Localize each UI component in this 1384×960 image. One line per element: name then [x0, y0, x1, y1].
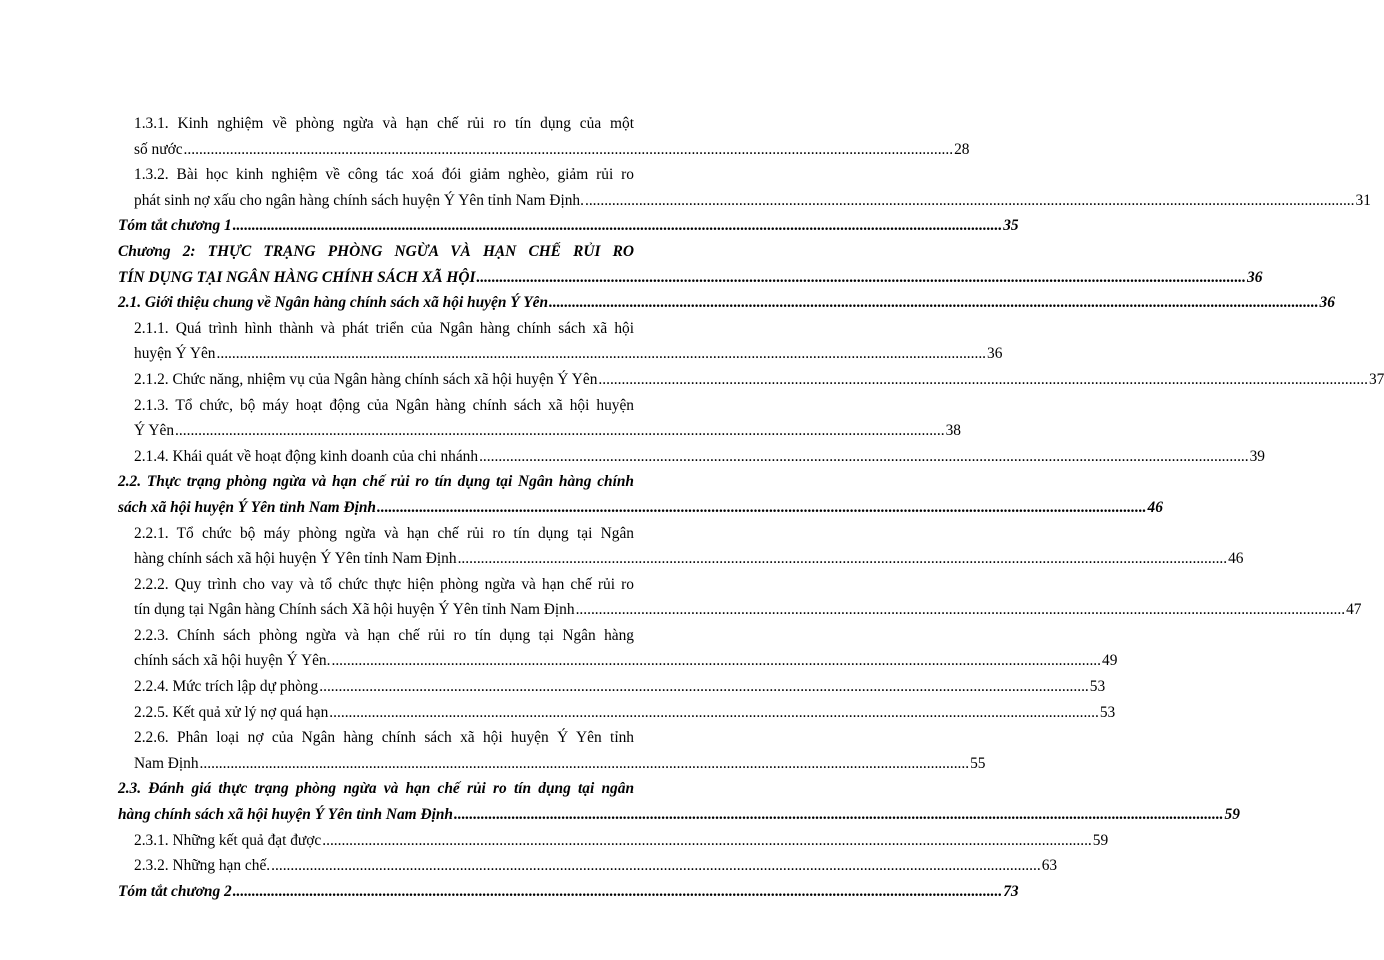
toc-entry-2-2 [118, 469, 1163, 520]
toc-line-last [118, 265, 1263, 291]
toc-line: 1.3.2. Bài học kinh nghiệm về công tác xoá đói giảm nghèo, giảm rủi ro [134, 166, 634, 184]
toc-text: Ý Yên [134, 422, 175, 440]
toc-line: 2.2. Thực trạng phòng ngừa và hạn chế rủi ro tín dụng tại Ngân hàng chính [118, 473, 634, 491]
dot-leader: ........................................................................................................................................................................................................ [271, 857, 1041, 875]
toc-page-number: 46 [1147, 498, 1163, 516]
toc-text: hàng chính sách xã hội huyện Ý Yên tỉnh Nam Định [118, 806, 453, 824]
toc-line-last [134, 828, 1109, 854]
toc-line-last [134, 341, 1003, 367]
toc-line: 2.2.3. Chính sách phòng ngừa và hạn chế rủi ro tín dụng tại Ngân hàng [134, 626, 634, 644]
toc-line-last [118, 802, 1240, 828]
toc-entry-2-1 [118, 290, 1335, 316]
dot-leader: ........................................................................................................................................................................................................ [454, 806, 1224, 824]
dot-leader: ........................................................................................................................................................................................................ [232, 217, 1003, 235]
toc-line-last [134, 418, 961, 444]
toc-entry-2-2-6 [118, 725, 986, 776]
dot-leader: ........................................................................................................................................................................................................ [216, 345, 987, 363]
toc-page-number: 36 [1247, 268, 1263, 286]
toc-page-number: 31 [1355, 191, 1371, 209]
toc-entry-2-2-2 [118, 572, 1362, 623]
toc-page-number: 46 [1228, 550, 1244, 568]
toc-line-last [134, 444, 1265, 470]
toc-page-number: 53 [1099, 703, 1116, 721]
toc-text: 2.2.4. Mức trích lập dự phòng [134, 678, 319, 696]
dot-leader: ........................................................................................................................................................................................................ [377, 498, 1147, 516]
toc-line-last [134, 853, 1058, 879]
toc-page-number: 36 [987, 345, 1003, 363]
dot-leader: ........................................................................................................................................................................................................ [175, 422, 945, 440]
toc-text: TÍN DỤNG TẠI NGÂN HÀNG CHÍNH SÁCH XÃ HỘI [118, 268, 476, 286]
toc-entry-2-2-3 [118, 623, 1118, 674]
toc-text: sách xã hội huyện Ý Yên tỉnh Nam Định [118, 498, 376, 516]
dot-leader: ........................................................................................................................................................................................................ [319, 678, 1089, 696]
toc-text: 2.3.1. Những kết quả đạt được [134, 831, 322, 849]
toc-line: Chương 2: THỰC TRẠNG PHÒNG NGỪA VÀ HẠN CHẾ RỦI RO [118, 242, 634, 260]
toc-line-last [134, 648, 1118, 674]
toc-text: huyện Ý Yên [134, 345, 216, 363]
toc-text: Tóm tắt chương 1 [118, 217, 232, 235]
toc-text: số nước [134, 140, 183, 158]
toc-line: 2.2.1. Tổ chức bộ máy phòng ngừa và hạn chế rủi ro tín dụng tại Ngân [134, 524, 634, 542]
dot-leader: ........................................................................................................................................................................................................ [584, 191, 1355, 209]
toc-line-last [118, 879, 1019, 905]
toc-line-last [134, 597, 1362, 623]
toc-line-last [134, 700, 1116, 726]
toc-text: Nam Định [134, 754, 199, 772]
toc-entry-2-2-4 [118, 674, 1106, 700]
toc-text: 2.1.4. Khái quát về hoạt động kinh doanh của chi nhánh [134, 447, 479, 465]
toc-entry-2-3-1 [118, 828, 1109, 854]
toc-line-last [134, 188, 1371, 214]
toc-entry-summary-ch2 [118, 879, 1019, 905]
dot-leader: ........................................................................................................................................................................................................ [575, 601, 1346, 619]
toc-line: 2.2.2. Quy trình cho vay và tổ chức thực hiện phòng ngừa và hạn chế rủi ro [134, 575, 634, 593]
toc-entry-chapter-2 [118, 239, 1263, 290]
toc-text: Tóm tắt chương 2 [118, 882, 232, 900]
dot-leader: ........................................................................................................................................................................................................ [549, 294, 1319, 312]
toc-page-number: 47 [1346, 601, 1362, 619]
toc-entry-2-3 [118, 776, 1240, 827]
toc-text: chính sách xã hội huyện Ý Yên. [134, 652, 331, 670]
toc-page-number: 63 [1041, 857, 1058, 875]
dot-leader: ........................................................................................................................................................................................................ [479, 447, 1249, 465]
toc-page-number: 55 [970, 754, 986, 772]
toc-page-number: 35 [1003, 217, 1019, 235]
toc-line-last [134, 367, 1384, 393]
toc-page-number: 73 [1003, 882, 1019, 900]
toc-entry-2-2-1 [118, 521, 1244, 572]
toc-line: 2.1.3. Tổ chức, bộ máy hoạt động của Ngân hàng chính sách xã hội huyện [134, 396, 634, 414]
toc-line-last [118, 495, 1163, 521]
toc-line-last [134, 137, 970, 163]
toc-line: 2.2.6. Phân loại nợ của Ngân hàng chính sách xã hội huyện Ý Yên tỉnh [134, 729, 634, 747]
toc-entry-2-1-4 [118, 444, 1265, 470]
toc-page-number: 59 [1224, 806, 1240, 824]
toc-text: hàng chính sách xã hội huyện Ý Yên tỉnh Nam Định [134, 550, 457, 568]
toc-page-number: 53 [1089, 678, 1106, 696]
dot-leader: ........................................................................................................................................................................................................ [322, 831, 1092, 849]
toc-entry-2-1-2 [118, 367, 1384, 393]
toc-entry-1-3-2 [118, 162, 1371, 213]
toc-text: 2.2.5. Kết quả xử lý nợ quá hạn [134, 703, 329, 721]
dot-leader: ........................................................................................................................................................................................................ [183, 140, 954, 158]
toc-text: 2.3.2. Những hạn chế. [134, 857, 271, 875]
dot-leader: ........................................................................................................................................................................................................ [331, 652, 1101, 670]
toc-page-number: 49 [1102, 652, 1118, 670]
toc-line-last [134, 751, 986, 777]
dot-leader: ........................................................................................................................................................................................................ [199, 754, 970, 772]
toc-line-last [118, 213, 1019, 239]
toc-text: 2.1.2. Chức năng, nhiệm vụ của Ngân hàng chính sách xã hội huyện Ý Yên [134, 370, 598, 388]
toc-entry-2-3-2 [118, 853, 1058, 879]
toc-text: tín dụng tại Ngân hàng Chính sách Xã hội huyện Ý Yên tỉnh Nam Định [134, 601, 575, 619]
toc-page-number: 38 [945, 422, 961, 440]
toc-line: 2.1.1. Quá trình hình thành và phát triển của Ngân hàng chính sách xã hội [134, 319, 634, 337]
toc-line: 1.3.1. Kinh nghiệm về phòng ngừa và hạn chế rủi ro tín dụng của một [134, 115, 634, 132]
table-of-contents [118, 111, 1384, 904]
dot-leader: ........................................................................................................................................................................................................ [232, 882, 1003, 900]
toc-entry-1-3-1 [118, 111, 970, 162]
toc-page-number: 36 [1319, 294, 1335, 312]
toc-text: 2.1. Giới thiệu chung về Ngân hàng chính sách xã hội huyện Ý Yên [118, 294, 549, 312]
toc-line-last [134, 674, 1106, 700]
toc-text: phát sinh nợ xấu cho ngân hàng chính sách huyện Ý Yên tỉnh Nam Định. [134, 191, 584, 209]
toc-entry-2-2-5 [118, 700, 1116, 726]
toc-line-last [118, 290, 1335, 316]
dot-leader: ........................................................................................................................................................................................................ [457, 550, 1228, 568]
dot-leader: ........................................................................................................................................................................................................ [476, 268, 1246, 286]
toc-line-last [134, 546, 1244, 572]
toc-page-number: 39 [1249, 447, 1265, 465]
toc-entry-2-1-3 [118, 393, 961, 444]
toc-entry-2-1-1 [118, 316, 1003, 367]
toc-page-number: 59 [1092, 831, 1109, 849]
toc-line: 2.3. Đánh giá thực trạng phòng ngừa và hạn chế rủi ro tín dụng tại ngân [118, 780, 634, 798]
toc-page-number: 37 [1368, 370, 1384, 388]
toc-entry-summary-ch1 [118, 213, 1019, 239]
toc-page-number: 28 [954, 140, 970, 158]
dot-leader: ........................................................................................................................................................................................................ [598, 370, 1368, 388]
dot-leader: ........................................................................................................................................................................................................ [329, 703, 1099, 721]
